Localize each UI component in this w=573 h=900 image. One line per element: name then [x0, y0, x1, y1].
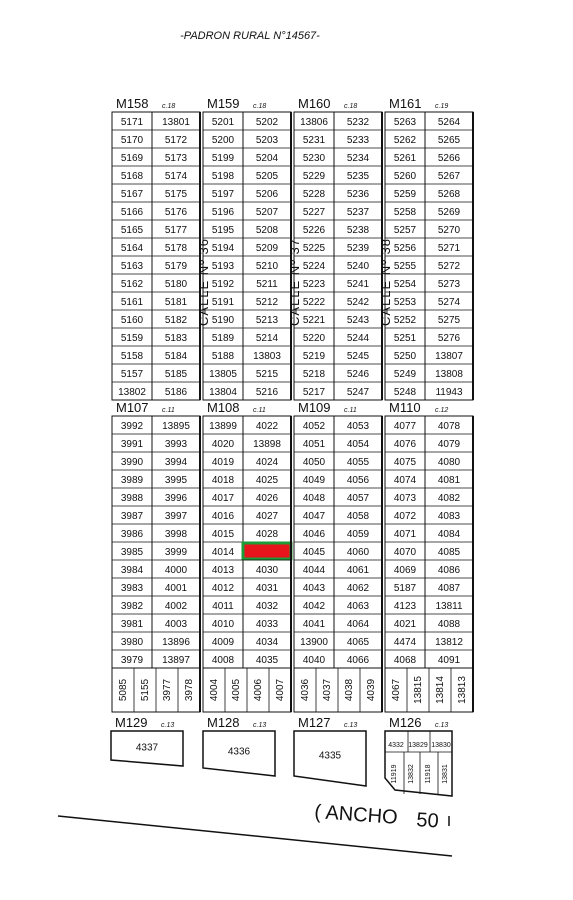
- lot-number: 4083: [437, 511, 461, 522]
- lot-number: 4123: [393, 601, 417, 612]
- lot-number: 4067: [391, 678, 402, 702]
- lot-number: 5238: [346, 225, 370, 236]
- lot-number: 4077: [393, 421, 417, 432]
- lot-number: 5195: [211, 225, 235, 236]
- lot-number: 11943: [435, 387, 463, 398]
- lot-number: 5272: [437, 261, 461, 272]
- lot-number: 5276: [437, 333, 461, 344]
- lot-number: 5274: [437, 297, 461, 308]
- lot-number: 5213: [255, 315, 279, 326]
- lot-number: 4075: [393, 457, 417, 468]
- lot-number: 5163: [120, 261, 144, 272]
- lot-number: 4091: [437, 655, 461, 666]
- lot-number: 3999: [164, 547, 188, 558]
- lot-number: 4073: [393, 493, 417, 504]
- lot-number: 4057: [346, 493, 370, 504]
- lot-number: 4022: [255, 421, 279, 432]
- lot-number: 4474: [393, 637, 417, 648]
- lot-number: 3980: [120, 637, 144, 648]
- block-sector: c.18: [162, 103, 176, 110]
- lot-number: 4076: [393, 439, 417, 450]
- lot-number: 4069: [393, 565, 417, 576]
- lot-number: 13896: [162, 637, 190, 648]
- lot-number: 5226: [302, 225, 326, 236]
- lot-number: 5206: [255, 189, 279, 200]
- lot-number: 4005: [231, 678, 242, 702]
- lot-number: 5218: [302, 369, 326, 380]
- lot-number: 4013: [211, 565, 235, 576]
- lot-number: 5178: [164, 243, 188, 254]
- lot-number: 13831: [442, 764, 449, 784]
- lot-number: 5229: [302, 171, 326, 182]
- block-sector: c.19: [435, 103, 449, 110]
- lot-number: 5207: [255, 207, 279, 218]
- lot-number: 4044: [302, 565, 326, 576]
- lot-number: 3991: [120, 439, 144, 450]
- block-label: M107: [116, 400, 149, 415]
- lot-number: 3994: [164, 457, 188, 468]
- lot-number: 5205: [255, 171, 279, 182]
- lot-number: 4055: [346, 457, 370, 468]
- lot-number: 5221: [302, 315, 326, 326]
- block-label: M129: [115, 715, 148, 730]
- lot-number: 5273: [437, 279, 461, 290]
- lot-number: 3988: [120, 493, 144, 504]
- road-width-label: ( ANCHO: [313, 801, 399, 829]
- lot-number: 5210: [255, 261, 279, 272]
- lot-number: 5259: [393, 189, 417, 200]
- lot-number: 5165: [120, 225, 144, 236]
- street-label: CALLE Nº 38: [378, 237, 393, 327]
- block-label: M110: [389, 400, 421, 415]
- lot-number: 5180: [164, 279, 188, 290]
- block-sector: c.11: [162, 407, 175, 414]
- lot-number: 5227: [302, 207, 326, 218]
- lot-number: 4072: [393, 511, 417, 522]
- lot-number: 5174: [164, 171, 188, 182]
- lot-number: 4337: [135, 742, 159, 754]
- lot-number: 11919: [391, 764, 398, 784]
- lot-number: 4045: [302, 547, 326, 558]
- lot-number: 5251: [393, 333, 417, 344]
- lot-number: 13801: [162, 117, 190, 128]
- lot-number: 5242: [346, 297, 370, 308]
- lot-number: 4020: [211, 439, 235, 450]
- lot-number: 4030: [255, 565, 279, 576]
- lot-number: 5237: [346, 207, 370, 218]
- lot-number: 4041: [302, 619, 326, 630]
- lot-number: 5253: [393, 297, 417, 308]
- lot-number: 5192: [211, 279, 235, 290]
- lot-number: 5254: [393, 279, 417, 290]
- lot-number: 5243: [346, 315, 370, 326]
- lot-number: 13804: [209, 387, 237, 398]
- lot-number: 5172: [164, 135, 188, 146]
- lot-number: 3984: [120, 565, 144, 576]
- lot-number: 4059: [346, 529, 370, 540]
- lot-number: 4078: [437, 421, 461, 432]
- block-label: M108: [207, 400, 240, 415]
- lot-number: 3981: [120, 619, 144, 630]
- lot-number: 4086: [437, 565, 461, 576]
- lot-number: 5257: [393, 225, 417, 236]
- lot-number: 5160: [120, 315, 144, 326]
- lot-number: 5171: [120, 117, 144, 128]
- lot-number: 5170: [120, 135, 144, 146]
- lot-number: 13813: [457, 676, 468, 704]
- lot-number: 5169: [120, 153, 144, 164]
- lot-number: 5168: [120, 171, 144, 182]
- lot-number: 5190: [211, 315, 235, 326]
- lot-number: 5240: [346, 261, 370, 272]
- lot-number: 4018: [211, 475, 235, 486]
- lot-number: 4010: [211, 619, 235, 630]
- lot-number: 4081: [437, 475, 461, 486]
- lot-number: 5158: [120, 351, 144, 362]
- lot-number: 5186: [164, 387, 188, 398]
- block-label: M161: [389, 96, 422, 111]
- lot-number: 5249: [393, 369, 417, 380]
- lot-number: 4037: [322, 678, 333, 702]
- lot-number: 5162: [120, 279, 144, 290]
- lot-number: 4058: [346, 511, 370, 522]
- block-sector: c.11: [253, 407, 266, 414]
- lot-number: 5239: [346, 243, 370, 254]
- lot-number: 4336: [227, 746, 251, 758]
- lot-number: 5248: [393, 387, 417, 398]
- lot-number: 13897: [162, 655, 190, 666]
- lot-number: 5211: [256, 279, 278, 290]
- street-label: CALLE Nº 37: [287, 237, 302, 327]
- lot-number: 5228: [302, 189, 326, 200]
- lot-number: 5244: [346, 333, 370, 344]
- lot-number: 13815: [413, 676, 424, 704]
- lot-number: 5250: [393, 351, 417, 362]
- lot-number: 5268: [437, 189, 461, 200]
- lot-number: 4056: [346, 475, 370, 486]
- lot-number: 3982: [120, 601, 144, 612]
- lot-number: 4065: [346, 637, 370, 648]
- lot-number: 5256: [393, 243, 417, 254]
- lot-number: 4036: [300, 678, 311, 702]
- lot-number: 13808: [435, 369, 463, 380]
- lot-number: 5275: [437, 315, 461, 326]
- lot-number: 4021: [393, 619, 417, 630]
- lot-number: 4047: [302, 511, 326, 522]
- lot-number: 4064: [346, 619, 370, 630]
- lot-number: 4011: [212, 601, 234, 612]
- lot-number: 4070: [393, 547, 417, 558]
- lot-number: 3985: [120, 547, 144, 558]
- lot-number: 5225: [302, 243, 326, 254]
- lot-number: 4024: [255, 457, 279, 468]
- lot-number: 4085: [437, 547, 461, 558]
- lot-number: 4003: [164, 619, 188, 630]
- block-sector: c.18: [344, 103, 358, 110]
- lot-number: 5224: [302, 261, 326, 272]
- lot-number: 5212: [255, 297, 279, 308]
- lot-number: 11918: [425, 764, 432, 784]
- lot-number: 5161: [120, 297, 144, 308]
- lot-number: 5231: [302, 135, 326, 146]
- lot-number: 5179: [164, 261, 188, 272]
- lot-number: 4061: [346, 565, 370, 576]
- lot-number: 5085: [118, 678, 129, 702]
- lot-number: 5219: [302, 351, 326, 362]
- block-label: M158: [116, 96, 149, 111]
- lot-number: 5202: [255, 117, 279, 128]
- lot-number: 5191: [211, 297, 235, 308]
- lot-number: 5197: [211, 189, 235, 200]
- lot-number: 4074: [393, 475, 417, 486]
- lot-number: 4080: [437, 457, 461, 468]
- lot-number: 4068: [393, 655, 417, 666]
- lot-number: 5233: [346, 135, 370, 146]
- lot-number: 4049: [302, 475, 326, 486]
- block-label: M128: [207, 715, 240, 730]
- lot-number: 13812: [435, 637, 463, 648]
- lot-number: 4034: [255, 637, 279, 648]
- lot-number: 5184: [164, 351, 188, 362]
- lot-number: 5176: [164, 207, 188, 218]
- lot-number: 13802: [118, 387, 146, 398]
- lot-number: 5166: [120, 207, 144, 218]
- lot-number: 4088: [437, 619, 461, 630]
- lot-number: 4043: [302, 583, 326, 594]
- lot-number: 5155: [140, 678, 151, 702]
- lot-number: 5188: [211, 351, 235, 362]
- lot-number: 13829: [408, 742, 428, 749]
- block-label: M127: [298, 715, 331, 730]
- lot-number: 13830: [431, 742, 451, 749]
- block-sector: c.12: [435, 407, 449, 414]
- lot-number: 4071: [393, 529, 417, 540]
- block-label: M126: [389, 715, 422, 730]
- lot-number: 4048: [302, 493, 326, 504]
- road-width-value: 50: [415, 809, 440, 833]
- block-label: M109: [298, 400, 331, 415]
- lot-number: 5187: [393, 583, 417, 594]
- lot-number: 4000: [164, 565, 188, 576]
- lot-number: 13811: [435, 601, 463, 612]
- lot-number: 4051: [302, 439, 326, 450]
- street-label: CALLE Nº 36: [196, 237, 211, 327]
- lot-number: 3979: [120, 655, 144, 666]
- lot-number: 13832: [408, 764, 415, 784]
- lot-number: 4046: [302, 529, 326, 540]
- lot-number: 5258: [393, 207, 417, 218]
- lot-number: 5270: [437, 225, 461, 236]
- lot-number: 3996: [164, 493, 188, 504]
- lot-number: 4006: [253, 678, 264, 702]
- highlighted-lot[interactable]: [243, 543, 291, 559]
- lot-number: 4014: [211, 547, 235, 558]
- lot-number: 13807: [435, 351, 463, 362]
- lot-number: 5223: [302, 279, 326, 290]
- lot-number: 5196: [211, 207, 235, 218]
- lot-number: 5199: [211, 153, 235, 164]
- lot-number: 4028: [255, 529, 279, 540]
- lot-number: 4016: [211, 511, 235, 522]
- lot-number: 4052: [302, 421, 326, 432]
- lot-number: 4033: [255, 619, 279, 630]
- lot-number: 5234: [346, 153, 370, 164]
- lot-number: 4084: [437, 529, 461, 540]
- lot-number: 3992: [120, 421, 144, 432]
- lot-number: 5236: [346, 189, 370, 200]
- lot-number: 5247: [346, 387, 370, 398]
- lot-number: 5189: [211, 333, 235, 344]
- block-sector: c.18: [253, 103, 267, 110]
- lot-number: 4015: [211, 529, 235, 540]
- lot-number: 4050: [302, 457, 326, 468]
- lot-number: 4019: [211, 457, 235, 468]
- lot-number: 5193: [211, 261, 235, 272]
- lot-number: 4008: [211, 655, 235, 666]
- lot-number: 4066: [346, 655, 370, 666]
- lot-number: 4063: [346, 601, 370, 612]
- lot-number: 4004: [209, 678, 220, 702]
- lot-number: 5200: [211, 135, 235, 146]
- lot-number: 5261: [393, 153, 417, 164]
- lot-number: 5252: [393, 315, 417, 326]
- lot-number: 5215: [255, 369, 279, 380]
- lot-number: 5265: [437, 135, 461, 146]
- lot-number: 5198: [211, 171, 235, 182]
- lot-number: 4027: [255, 511, 279, 522]
- lot-number: 4032: [255, 601, 279, 612]
- block-sector: c.13: [344, 722, 358, 729]
- lot-number: 4038: [344, 678, 355, 702]
- lot-number: 5246: [346, 369, 370, 380]
- lot-number: 5173: [164, 153, 188, 164]
- block-sector: c.13: [435, 722, 449, 729]
- lot-number: 5175: [164, 189, 188, 200]
- lot-number: 5181: [164, 297, 188, 308]
- lot-number: 13899: [209, 421, 237, 432]
- block-label: M160: [298, 96, 331, 111]
- lot-number: 4062: [346, 583, 370, 594]
- lot-number: 5159: [120, 333, 144, 344]
- lot-number: 5267: [437, 171, 461, 182]
- lot-number: 5232: [346, 117, 370, 128]
- lot-number: 4009: [211, 637, 235, 648]
- lot-number: 3998: [164, 529, 188, 540]
- lot-number: 5194: [211, 243, 235, 254]
- lot-number: 5220: [302, 333, 326, 344]
- lot-number: 4082: [437, 493, 461, 504]
- block-sector: c.13: [161, 722, 175, 729]
- lot-number: 4042: [302, 601, 326, 612]
- lot-number: 5164: [120, 243, 144, 254]
- lot-number: 5201: [211, 117, 235, 128]
- lot-number: 4053: [346, 421, 370, 432]
- lot-number: 4040: [302, 655, 326, 666]
- lot-number: 4002: [164, 601, 188, 612]
- lot-number: 5208: [255, 225, 279, 236]
- lot-number: 3990: [120, 457, 144, 468]
- lot-number: 13900: [300, 637, 328, 648]
- lot-number: 5266: [437, 153, 461, 164]
- lot-number: 3977: [162, 678, 173, 702]
- lot-number: 5209: [255, 243, 279, 254]
- lot-number: 4012: [211, 583, 235, 594]
- lot-number: 5269: [437, 207, 461, 218]
- lot-number: 4031: [255, 583, 279, 594]
- block-outline: [385, 731, 452, 796]
- lot-number: 13806: [300, 117, 328, 128]
- lot-number: 5177: [164, 225, 188, 236]
- lot-number: 3989: [120, 475, 144, 486]
- lot-number: 5222: [302, 297, 326, 308]
- lot-number: 4335: [318, 750, 342, 762]
- lot-number: 5245: [346, 351, 370, 362]
- lot-number: 4035: [255, 655, 279, 666]
- lot-number: 13895: [162, 421, 190, 432]
- lot-number: 5167: [120, 189, 144, 200]
- lot-number: 5235: [346, 171, 370, 182]
- lot-number: 5216: [255, 387, 279, 398]
- lot-number: 4007: [275, 678, 286, 702]
- lot-number: 5183: [164, 333, 188, 344]
- lot-number: 5203: [255, 135, 279, 146]
- lot-number: 5204: [255, 153, 279, 164]
- lot-number: 5262: [393, 135, 417, 146]
- lot-number: 4017: [211, 493, 235, 504]
- lot-number: 5255: [393, 261, 417, 272]
- lot-number: 5260: [393, 171, 417, 182]
- lot-number: 4079: [437, 439, 461, 450]
- lot-number: 4060: [346, 547, 370, 558]
- lot-number: 4087: [437, 583, 461, 594]
- lot-number: 3987: [120, 511, 144, 522]
- lot-number: 4054: [346, 439, 370, 450]
- lot-number: 5241: [346, 279, 370, 290]
- lot-number: 13805: [209, 369, 237, 380]
- lot-number: 5263: [393, 117, 417, 128]
- lot-number: 5230: [302, 153, 326, 164]
- lot-number: 5182: [164, 315, 188, 326]
- lot-number: 5157: [120, 369, 144, 380]
- lot-number: 5264: [437, 117, 461, 128]
- lot-number: 5185: [164, 369, 188, 380]
- lot-number: 13814: [435, 676, 446, 704]
- lot-number: 13803: [253, 351, 281, 362]
- lot-number: 3995: [164, 475, 188, 486]
- lot-number: 5271: [437, 243, 461, 254]
- block-label: M159: [207, 96, 240, 111]
- block-sector: c.13: [253, 722, 267, 729]
- lot-number: 5217: [302, 387, 326, 398]
- lot-number: 4332: [388, 742, 404, 749]
- lot-number: 4001: [164, 583, 188, 594]
- lot-number: 4039: [366, 678, 377, 702]
- lot-number: 3986: [120, 529, 144, 540]
- lot-number: 3993: [164, 439, 188, 450]
- lot-number: 4025: [255, 475, 279, 486]
- map-title: -PADRON RURAL N°14567-: [180, 30, 320, 42]
- lot-number: 3997: [164, 511, 188, 522]
- lot-number: 13898: [253, 439, 281, 450]
- block-sector: c.11: [344, 407, 357, 414]
- lot-number: 4026: [255, 493, 279, 504]
- lot-number: 3978: [184, 678, 195, 702]
- lot-number: 5214: [255, 333, 279, 344]
- lot-number: 3983: [120, 583, 144, 594]
